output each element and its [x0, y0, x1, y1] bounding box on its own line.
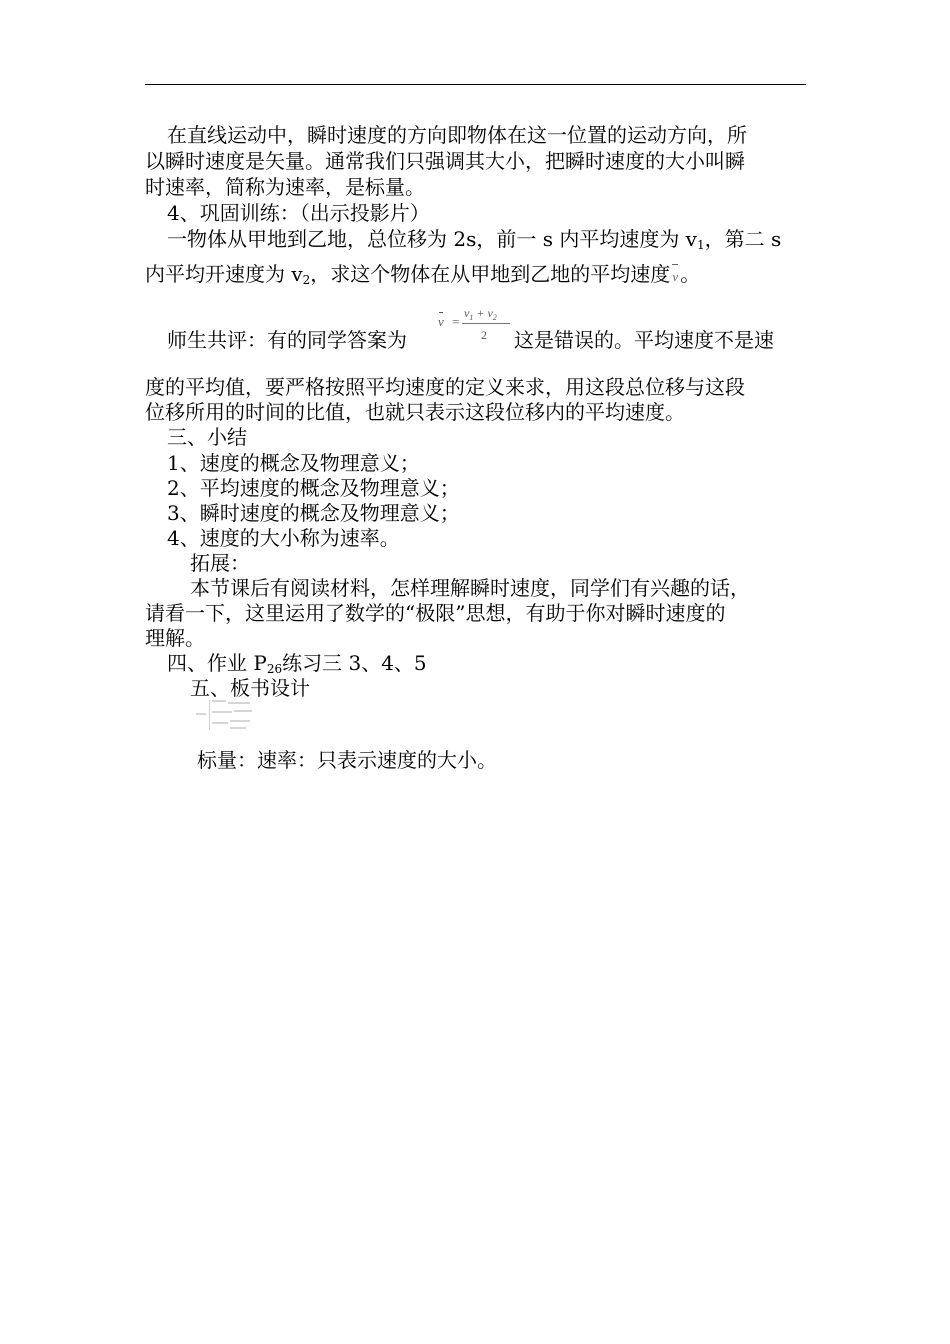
thumb-mark — [212, 711, 232, 713]
text: 四、作业 P — [167, 651, 267, 675]
paragraph-line: 度的平均值，要严格按照平均速度的定义来求，用这段总位移与这段 — [145, 375, 745, 399]
thumb-mark — [234, 710, 252, 712]
paragraph-line: 请看一下，这里运用了数学的“极限”思想，有助于你对瞬时速度的 — [145, 601, 726, 625]
thumb-mark — [212, 700, 226, 702]
paragraph-line: 时速率，简称为速率，是标量。 — [145, 175, 425, 199]
formula-v2: v — [487, 306, 493, 320]
review-lead: 师生共评：有的同学答案为 — [167, 328, 407, 352]
summary-item: 3、瞬时速度的概念及物理意义； — [167, 501, 460, 525]
paragraph-line: 位移所用的时间的比值，也就只表示这段位移内的平均速度。 — [145, 400, 685, 424]
thumb-mark — [230, 727, 246, 729]
board-design-heading: 五、板书设计 — [190, 676, 310, 700]
thumb-mark — [228, 702, 250, 704]
thumb-mark — [196, 713, 206, 715]
problem-line-2 — [145, 262, 700, 289]
header-rule — [145, 84, 806, 85]
thumb-brace — [209, 700, 210, 730]
paragraph-line: 以瞬时速度是矢量。通常我们只强调其大小，把瞬时速度的大小叫瞬 — [145, 149, 745, 173]
text: 一物体从甲地到乙地，总位移为 2s，前一 s 内平均速度为 v — [167, 227, 697, 251]
summary-item: 2、平均速度的概念及物理意义； — [167, 476, 460, 500]
summary-item: 4、速度的大小称为速率。 — [167, 526, 400, 550]
subscript: 26 — [266, 662, 283, 676]
problem-line-1 — [145, 227, 781, 251]
summary-item: 1、速度的概念及物理意义； — [167, 451, 420, 475]
mean-velocity-formula — [436, 306, 514, 348]
formula-v1: v — [464, 306, 470, 320]
formula-lhs: v — [438, 314, 444, 329]
mean-velocity-symbol: v — [670, 265, 680, 289]
text: ，求这个物体在从甲地到乙地的平均速度 — [310, 262, 671, 286]
thumb-mark — [212, 722, 228, 724]
formula-equals: = — [452, 314, 460, 329]
formula-sub1: 1 — [469, 313, 474, 322]
extension-heading: 拓展： — [190, 551, 250, 575]
text: 内平均开速度为 v — [145, 262, 303, 286]
paragraph-line — [145, 123, 747, 147]
subscript: 2 — [302, 273, 311, 287]
text: 在直线运动中，瞬时速度的方向即物体在这一位置的运动方向，所 — [167, 123, 747, 147]
formula-denominator: 2 — [481, 328, 487, 342]
paragraph-line: 理解。 — [145, 626, 205, 650]
paragraph-line: 本节课后有阅读材料，怎样理解瞬时速度，同学们有兴趣的话， — [190, 576, 750, 600]
fraction-bar — [462, 323, 510, 324]
section-drill-heading: 4、巩固训练：（出示投影片） — [167, 201, 430, 225]
scalar-note: 标量：速率：只表示速度的大小。 — [197, 748, 497, 772]
review-tail: 这是错误的。平均速度不是速 — [514, 328, 774, 352]
text: 练习三 3、4、5 — [282, 651, 427, 675]
text: 。 — [680, 262, 701, 286]
text: ，第二 s — [704, 227, 782, 251]
thumb-mark — [230, 720, 250, 722]
summary-heading: 三、小结 — [167, 425, 247, 449]
formula-numerator — [464, 306, 497, 321]
formula-sub2: 2 — [492, 313, 497, 322]
subscript: 1 — [696, 238, 705, 252]
board-design-thumbnail — [196, 698, 256, 732]
formula-plus: + — [473, 306, 488, 320]
homework-line — [167, 651, 427, 675]
